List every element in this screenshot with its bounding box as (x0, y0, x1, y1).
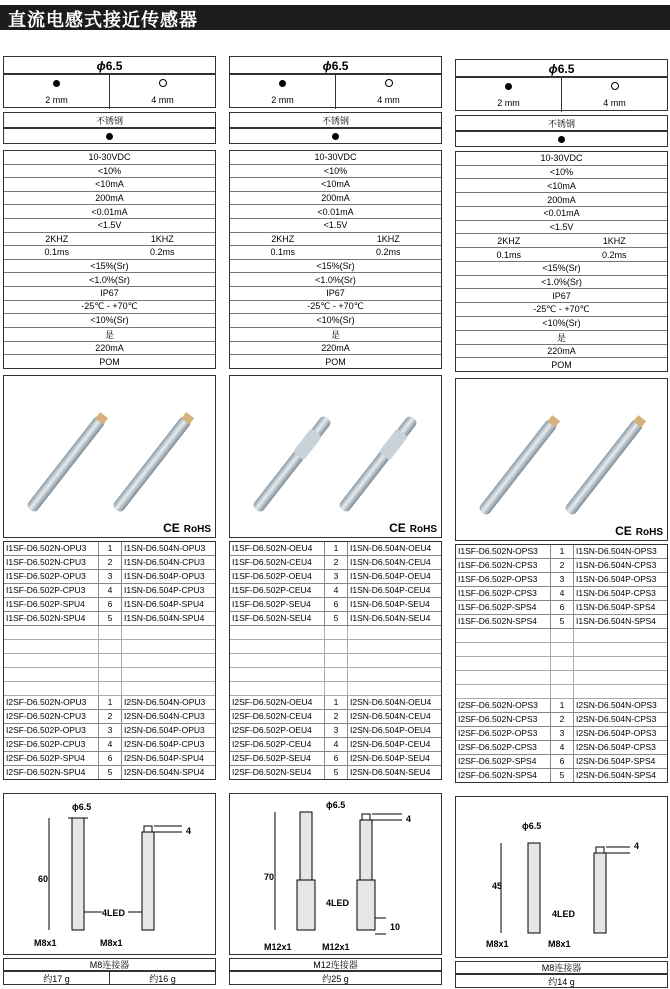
table-row: I1SF-D6.502P-SEU4 6 I1SN-D6.504P-SEU4 (230, 598, 441, 612)
spec-voltage: 10-30VDC (456, 152, 667, 166)
spec-short: 220mA (4, 342, 215, 356)
thread-right: M12x1 (322, 942, 350, 952)
rohs-mark: RoHS (409, 524, 437, 535)
spec-current: <10mA (4, 178, 215, 192)
dimension-drawing (3, 793, 216, 955)
table-row: I1SF-D6.502N-CPS3 2 I1SN-D6.504N-CPS3 (456, 559, 667, 573)
empty-row (456, 657, 667, 671)
page-title-banner (0, 0, 670, 33)
spec-repeat: <1.0%(Sr) (456, 276, 667, 290)
thread-right: M8x1 (548, 939, 571, 949)
non-flush-mount-icon (159, 79, 167, 87)
diameter-dimension: ϕ6.5 (72, 802, 92, 812)
sensor-photo-illustration (456, 379, 667, 540)
spec-hysteresis: <15%(Sr) (230, 260, 441, 274)
spec-drift: <10%(Sr) (456, 317, 667, 331)
table-row: I2SF-D6.502N-OPS3 1 I2SN-D6.504N-OPS3 (456, 699, 667, 713)
distance-right: 4 mm (335, 92, 441, 109)
spec-drift: <10%(Sr) (4, 314, 215, 328)
table-row: I1SF-D6.502P-CPS3 4 I1SN-D6.504P-CPS3 (456, 587, 667, 601)
empty-row (230, 640, 441, 654)
ce-mark: CE (389, 521, 406, 535)
table-row: I2SF-D6.502P-SPS4 6 I2SN-D6.504P-SPS4 (456, 755, 667, 769)
table-row: I2SF-D6.502N-CPS3 2 I2SN-D6.504N-CPS3 (456, 713, 667, 727)
empty-row (4, 682, 215, 696)
led-label: 4LED (552, 909, 576, 919)
table-row: I2SF-D6.502N-CPU3 2 I2SN-D6.504N-CPU3 (4, 710, 215, 724)
connector-label: M12连接器 (229, 958, 442, 971)
thread-left: M8x1 (486, 939, 509, 949)
spec-voltage: 10-30VDC (4, 151, 215, 165)
spec-frequency: 2KHZ 1KHZ (456, 234, 667, 248)
model-table-top (3, 541, 216, 780)
spec-repeat: <1.0%(Sr) (4, 273, 215, 287)
table-row: I1SF-D6.502N-OEU4 1 I1SN-D6.504N-OEU4 (230, 542, 441, 556)
table-row: I1SF-D6.502N-SPS4 5 I1SN-D6.504N-SPS4 (456, 615, 667, 629)
led-label: 4LED (102, 908, 126, 918)
length-dimension: 60 (38, 874, 49, 884)
bottom-dimension: 10 (390, 922, 401, 932)
rohs-mark: RoHS (635, 527, 663, 538)
spec-load: 200mA (456, 193, 667, 207)
spec-current: <10mA (230, 178, 441, 192)
weight-row: 约17 g 约16 g (3, 971, 216, 985)
spec-voltage: 10-30VDC (230, 151, 441, 165)
dimension-drawing-svg (456, 797, 667, 957)
diameter-dimension: ϕ6.5 (326, 800, 346, 810)
spec-response: 0.1ms 0.2ms (4, 246, 215, 260)
thread-left: M8x1 (34, 938, 57, 948)
spec-protect: 是 (456, 331, 667, 345)
connector-label: M8连接器 (3, 958, 216, 971)
connector-label: M8连接器 (455, 961, 668, 974)
product-photo (455, 378, 668, 541)
spec-frequency: 2KHZ 1KHZ (4, 233, 215, 247)
empty-row (4, 668, 215, 682)
flush-mount-icon (53, 80, 60, 87)
empty-row (4, 626, 215, 640)
table-row: I1SF-D6.502P-SPS4 6 I1SN-D6.504P-SPS4 (456, 601, 667, 615)
spec-drop: <1.5V (456, 221, 667, 235)
table-row: I2SF-D6.502N-SPS4 5 I2SN-D6.504N-SPS4 (458, 770, 656, 780)
material-dot-row (455, 131, 668, 147)
spec-drop: <1.5V (230, 219, 441, 233)
table-row: I2SF-D6.502N-SEU4 5 I2SN-D6.504N-SEU4 (232, 767, 431, 777)
table-row: I2SF-D6.502N-SPU4 5 I2SN-D6.504N-SPU4 (6, 767, 205, 777)
empty-row (456, 671, 667, 685)
page-title: 直流电感式接近传感器 (8, 10, 198, 30)
sensor-photo-illustration (4, 376, 215, 537)
certification-marks (389, 521, 437, 535)
diameter-header: ϕ6.5 (229, 56, 442, 74)
rohs-mark: RoHS (183, 524, 211, 535)
spec-protect: 是 (4, 328, 215, 342)
spec-table (3, 150, 216, 369)
spec-load: 200mA (4, 192, 215, 206)
distance-right: 4 mm (561, 95, 667, 112)
spec-ripple: <10% (230, 165, 441, 179)
table-row: I1SF-D6.502P-CEU4 4 I1SN-D6.504P-CEU4 (230, 584, 441, 598)
spec-current: <10mA (456, 179, 667, 193)
material-row: 不锈钢 (3, 112, 216, 128)
weight-row: 约14 g (455, 974, 668, 988)
spec-temp: -25℃ - +70℃ (4, 301, 215, 315)
diameter-header: ϕ6.5 (455, 59, 668, 77)
model-table-top (229, 541, 442, 780)
material-dot-row (229, 128, 442, 144)
weight-row: 约25 g (229, 971, 442, 985)
spec-housing: POM (325, 356, 346, 367)
table-row: I1SF-D6.502N-CPU3 2 I1SN-D6.504N-CPU3 (4, 556, 215, 570)
spec-table (229, 150, 442, 369)
empty-row (456, 643, 667, 657)
thread-right: M8x1 (100, 938, 123, 948)
table-row: I2SF-D6.502N-OEU4 1 I2SN-D6.504N-OEU4 (230, 696, 441, 710)
table-row: I1SF-D6.502P-SPU4 6 I1SN-D6.504P-SPU4 (4, 598, 215, 612)
dimension-drawing (229, 793, 442, 955)
table-row: I2SF-D6.502P-CPU3 4 I2SN-D6.504P-CPU3 (4, 738, 215, 752)
spec-leak: <0.01mA (4, 205, 215, 219)
table-row: I2SF-D6.502P-SPU4 6 I2SN-D6.504P-SPU4 (4, 752, 215, 766)
top-dimension: 4 (186, 826, 192, 836)
empty-row (230, 626, 441, 640)
spec-repeat: <1.0%(Sr) (230, 273, 441, 287)
spec-hysteresis: <15%(Sr) (456, 262, 667, 276)
empty-row (230, 682, 441, 696)
table-row: I2SF-D6.502N-OPU3 1 I2SN-D6.504N-OPU3 (4, 696, 215, 710)
spec-housing: POM (99, 356, 120, 367)
spec-drop: <1.5V (4, 219, 215, 233)
empty-row (456, 629, 667, 643)
certification-marks (615, 524, 663, 538)
material-dot-row (3, 128, 216, 144)
top-dimension: 4 (406, 814, 412, 824)
spec-hysteresis: <15%(Sr) (4, 260, 215, 274)
ce-mark: CE (615, 524, 632, 538)
table-row: I1SF-D6.502P-OEU4 3 I1SN-D6.504P-OEU4 (230, 570, 441, 584)
table-row: I1SF-D6.502P-OPS3 3 I1SN-D6.504P-OPS3 (456, 573, 667, 587)
empty-row (456, 685, 667, 699)
spec-frequency: 2KHZ 1KHZ (230, 233, 441, 247)
non-flush-mount-icon (611, 82, 619, 90)
certification-marks (163, 521, 211, 535)
dot-icon (558, 136, 565, 143)
non-flush-mount-icon (385, 79, 393, 87)
table-row: I2SF-D6.502P-CEU4 4 I2SN-D6.504P-CEU4 (230, 738, 441, 752)
product-photo (3, 375, 216, 538)
dot-icon (332, 133, 339, 140)
spec-housing: POM (551, 359, 572, 370)
empty-row (4, 654, 215, 668)
spec-temp: -25℃ - +70℃ (230, 301, 441, 315)
dimension-drawing-svg (4, 794, 215, 954)
thread-left: M12x1 (264, 942, 292, 952)
spec-table (455, 151, 668, 372)
table-row: I1SF-D6.502N-CEU4 2 I1SN-D6.504N-CEU4 (230, 556, 441, 570)
table-row: I1SF-D6.502N-OPU3 1 I1SN-D6.504N-OPU3 (4, 542, 215, 556)
length-dimension: 45 (492, 881, 503, 891)
led-label: 4LED (326, 898, 350, 908)
table-row: I2SF-D6.502P-OEU4 3 I2SN-D6.504P-OEU4 (230, 724, 441, 738)
dimension-drawing (455, 796, 668, 958)
spec-ripple: <10% (4, 165, 215, 179)
spec-drift: <10%(Sr) (230, 314, 441, 328)
table-row: I1SF-D6.502P-CPU3 4 I1SN-D6.504P-CPU3 (4, 584, 215, 598)
empty-row (230, 654, 441, 668)
top-dimension: 4 (634, 841, 640, 851)
diameter-header: ϕ6.5 (3, 56, 216, 74)
distance-left: 2 mm (45, 95, 68, 105)
sensor-photo-illustration (230, 376, 441, 537)
table-row: I2SF-D6.502P-SEU4 6 I2SN-D6.504P-SEU4 (230, 752, 441, 766)
empty-row (230, 668, 441, 682)
spec-ip: IP67 (230, 287, 441, 301)
flush-mount-icon (279, 80, 286, 87)
spec-protect: 是 (230, 328, 441, 342)
table-row: I2SF-D6.502P-OPS3 3 I2SN-D6.504P-OPS3 (456, 727, 667, 741)
table-row: I1SF-D6.502N-SPU4 5 I1SN-D6.504N-SPU4 (4, 612, 215, 626)
sensing-distance-row (3, 74, 216, 108)
spec-ripple: <10% (456, 166, 667, 180)
table-row: I1SF-D6.502P-OPU3 3 I1SN-D6.504P-OPU3 (4, 570, 215, 584)
product-photo (229, 375, 442, 538)
table-row: I2SF-D6.502P-OPU3 3 I2SN-D6.504P-OPU3 (4, 724, 215, 738)
spec-short: 220mA (230, 342, 441, 356)
ce-mark: CE (163, 521, 180, 535)
spec-short: 220mA (456, 345, 667, 359)
table-row: I1SF-D6.502N-SEU4 5 I1SN-D6.504N-SEU4 (230, 612, 441, 626)
spec-ip: IP67 (4, 287, 215, 301)
spec-leak: <0.01mA (456, 207, 667, 221)
model-table-top (455, 544, 668, 783)
table-row: I2SF-D6.502P-CPS3 4 I2SN-D6.504P-CPS3 (456, 741, 667, 755)
distance-left: 2 mm (271, 95, 294, 105)
spec-leak: <0.01mA (230, 205, 441, 219)
material-row: 不锈钢 (455, 115, 668, 131)
spec-load: 200mA (230, 192, 441, 206)
flush-mount-icon (505, 83, 512, 90)
sensing-distance-row (455, 77, 668, 111)
material-row: 不锈钢 (229, 112, 442, 128)
table-row: I2SF-D6.502N-CEU4 2 I2SN-D6.504N-CEU4 (230, 710, 441, 724)
dot-icon (106, 133, 113, 140)
spec-ip: IP67 (456, 289, 667, 303)
distance-right: 4 mm (109, 92, 215, 109)
distance-left: 2 mm (497, 98, 520, 108)
length-dimension: 70 (264, 872, 275, 882)
empty-row (4, 640, 215, 654)
spec-response: 0.1ms 0.2ms (456, 248, 667, 262)
sensing-distance-row (229, 74, 442, 108)
spec-response: 0.1ms 0.2ms (230, 246, 441, 260)
diameter-dimension: ϕ6.5 (522, 821, 542, 831)
spec-temp: -25℃ - +70℃ (456, 303, 667, 317)
table-row: I1SF-D6.502N-OPS3 1 I1SN-D6.504N-OPS3 (456, 545, 667, 559)
dimension-drawing-svg (230, 794, 441, 954)
